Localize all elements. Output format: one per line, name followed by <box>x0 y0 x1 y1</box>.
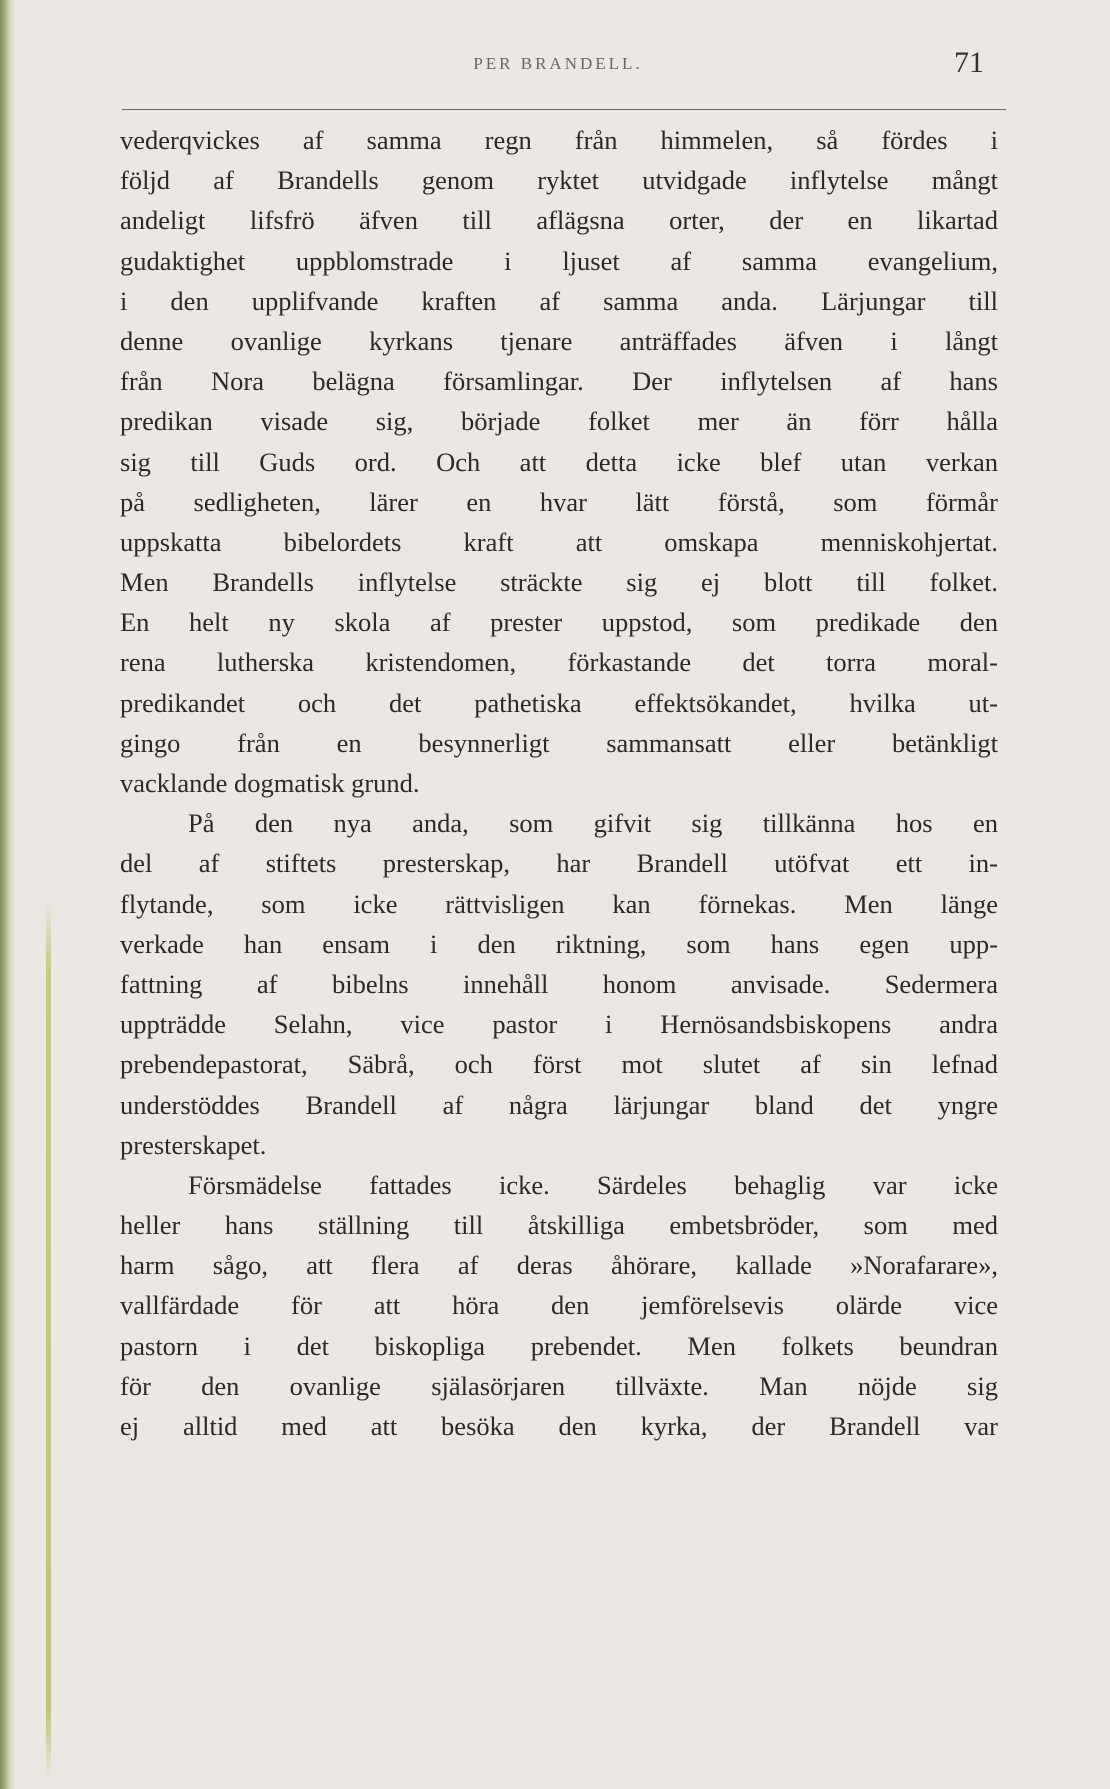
text-line: fattning af bibelns innehåll honom anvisade. Sedermera <box>120 968 998 999</box>
text-line: uppskatta bibelordets kraft att omskapa menniskohjertat. <box>120 526 998 557</box>
text-line: från Nora belägna församlingar. Der inflytelsen af hans <box>120 366 998 397</box>
text-line: uppträdde Selahn, vice pastor i Hernösandsbiskopens andra <box>120 1009 998 1040</box>
page-header <box>118 44 998 94</box>
text-line: i den upplifvande kraften af samma anda. Lärjungar till <box>120 285 998 316</box>
text-line: vederqvickes af samma regn från himmelen, så fördes i <box>120 125 998 155</box>
text-line: vacklande dogmatisk grund. <box>120 768 420 798</box>
margin-stain <box>46 900 51 1780</box>
text-line: del af stiftets presterskap, har Brandell utöfvat ett in- <box>120 848 998 879</box>
body-text <box>120 120 998 1446</box>
text-line: Men Brandells inflytelse sträckte sig ej blott till folket. <box>120 567 998 598</box>
running-head: PER BRANDELL. <box>473 54 643 73</box>
paragraph-first-line: Försmädelse fattades icke. Särdeles behaglig var icke <box>188 1169 998 1200</box>
text-line: predikan visade sig, började folket mer än förr hålla <box>120 406 998 437</box>
text-line: presterskapet. <box>120 1129 267 1160</box>
text-line: pastorn i det biskopliga prebendet. Men folkets beundran <box>120 1330 998 1361</box>
text-line: gudaktighet uppblomstrade i ljuset af samma evangelium, <box>120 245 998 276</box>
text-line: för den ovanlige själasörjaren tillväxte. Man nöjde sig <box>120 1370 998 1401</box>
text-line: verkade han ensam i den riktning, som hans egen upp- <box>120 928 998 959</box>
text-line: rena lutherska kristendomen, förkastande det torra moral- <box>120 647 998 678</box>
text-line: på sedligheten, lärer en hvar lätt förstå, som förmår <box>120 486 998 517</box>
text-line: gingo från en besynnerligt sammansatt eller betänkligt <box>120 727 998 758</box>
text-line: harm sågo, att flera af deras åhörare, kallade »Norafarare», <box>120 1250 998 1281</box>
text-line: vallfärdade för att höra den jemförelsevis olärde vice <box>120 1290 998 1321</box>
text-line: predikandet och det pathetiska effektsökandet, hvilka ut- <box>120 687 998 718</box>
text-line: sig till Guds ord. Och att detta icke blef utan verkan <box>120 446 998 477</box>
paragraph-first-line: På den nya anda, som gifvit sig tillkänna hos en <box>188 808 998 839</box>
text-line: andeligt lifsfrö äfven till aflägsna orter, der en likartad <box>120 205 998 236</box>
text-line: heller hans ställning till åtskilliga embetsbröder, som med <box>120 1210 998 1241</box>
text-line: följd af Brandells genom ryktet utvidgade inflytelse mångt <box>120 165 998 196</box>
text-line: understöddes Brandell af några lärjungar bland det yngre <box>120 1089 998 1120</box>
text-line: ej alltid med att besöka den kyrka, der Brandell var <box>120 1411 998 1441</box>
text-line: denne ovanlige kyrkans tjenare anträffades äfven i långt <box>120 325 998 356</box>
text-line: En helt ny skola af prester uppstod, som predikade den <box>120 607 998 638</box>
text-line: prebendepastorat, Säbrå, och först mot slutet af sin lefnad <box>120 1049 998 1080</box>
header-rule <box>122 109 1006 110</box>
text-line: flytande, som icke rättvisligen kan förnekas. Men länge <box>120 888 998 919</box>
page-edge <box>0 0 16 1789</box>
page-number: 71 <box>954 46 984 79</box>
